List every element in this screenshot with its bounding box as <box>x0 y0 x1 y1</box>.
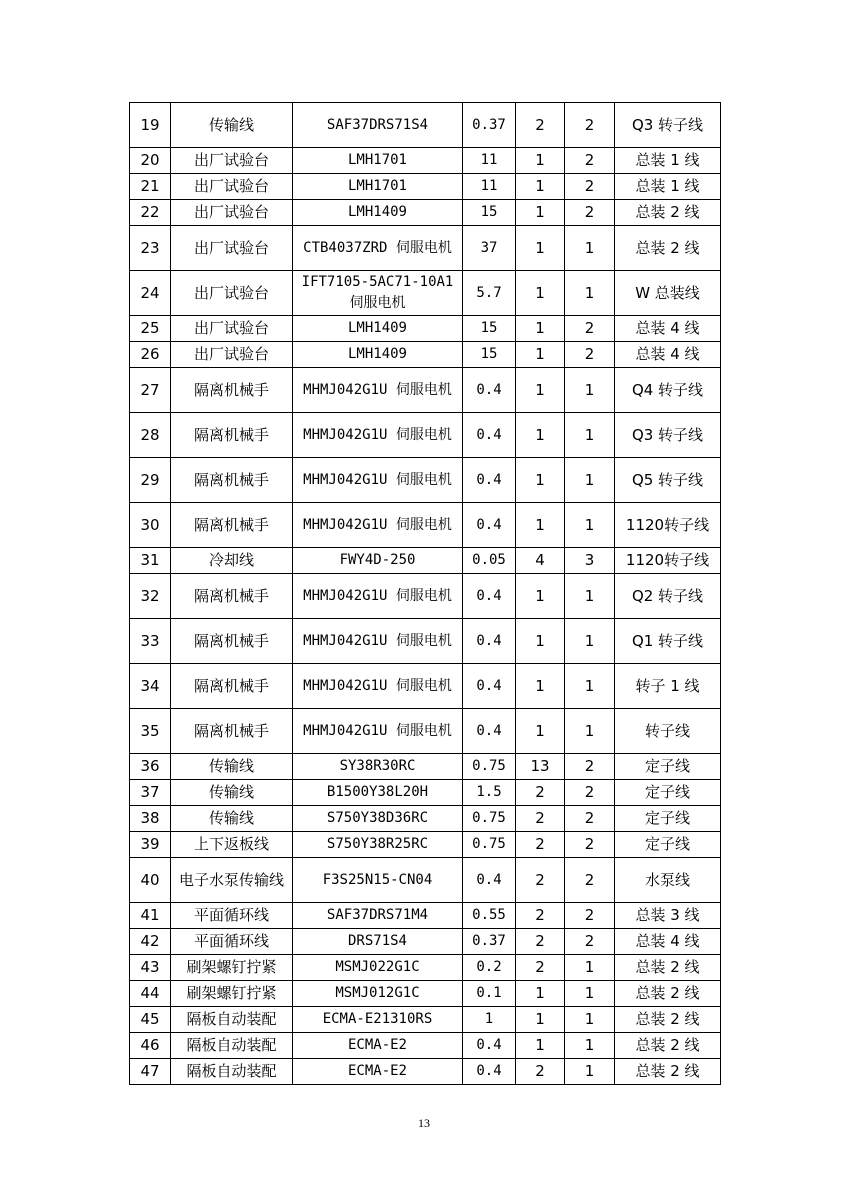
table-row <box>130 806 721 832</box>
cell-quantity: 2 <box>516 903 565 929</box>
cell-quantity: 4 <box>516 548 565 574</box>
cell-power: 11 <box>463 174 516 200</box>
cell-class: 1 <box>565 503 615 548</box>
cell-equipment-name: 出厂试验台 <box>171 226 293 271</box>
cell-index: 37 <box>130 780 171 806</box>
cell-power: 0.1 <box>463 981 516 1007</box>
table-row <box>130 619 721 664</box>
cell-equipment-name: 传输线 <box>171 780 293 806</box>
cell-power: 37 <box>463 226 516 271</box>
cell-quantity: 1 <box>516 503 565 548</box>
cell-model: MHMJ042G1U 伺服电机 <box>293 574 463 619</box>
table-row <box>130 1007 721 1033</box>
cell-location: 水泵线 <box>615 858 721 903</box>
cell-index: 30 <box>130 503 171 548</box>
cell-class: 1 <box>565 981 615 1007</box>
cell-location: 总装 2 线 <box>615 1059 721 1085</box>
cell-class: 2 <box>565 200 615 226</box>
cell-power: 0.4 <box>463 858 516 903</box>
cell-quantity: 1 <box>516 458 565 503</box>
cell-class: 1 <box>565 413 615 458</box>
table-row <box>130 226 721 271</box>
cell-class: 2 <box>565 316 615 342</box>
cell-model: LMH1409 <box>293 200 463 226</box>
cell-power: 0.4 <box>463 368 516 413</box>
table-body <box>130 103 721 1085</box>
cell-equipment-name: 平面循环线 <box>171 929 293 955</box>
cell-index: 29 <box>130 458 171 503</box>
cell-index: 38 <box>130 806 171 832</box>
cell-quantity: 2 <box>516 1059 565 1085</box>
cell-class: 2 <box>565 780 615 806</box>
table-row <box>130 368 721 413</box>
cell-model: MSMJ022G1C <box>293 955 463 981</box>
table-row <box>130 832 721 858</box>
cell-class: 2 <box>565 929 615 955</box>
cell-power: 1 <box>463 1007 516 1033</box>
table-row <box>130 955 721 981</box>
cell-index: 45 <box>130 1007 171 1033</box>
cell-model: ECMA-E2 <box>293 1059 463 1085</box>
cell-quantity: 1 <box>516 226 565 271</box>
cell-class: 1 <box>565 271 615 316</box>
table-row <box>130 1059 721 1085</box>
cell-location: 总装 2 线 <box>615 955 721 981</box>
table-row <box>130 200 721 226</box>
table-row <box>130 929 721 955</box>
cell-equipment-name: 电子水泵传输线 <box>171 858 293 903</box>
cell-model: MHMJ042G1U 伺服电机 <box>293 368 463 413</box>
cell-class: 2 <box>565 103 615 148</box>
cell-class: 2 <box>565 858 615 903</box>
cell-model: S750Y38R25RC <box>293 832 463 858</box>
cell-power: 0.4 <box>463 503 516 548</box>
cell-equipment-name: 出厂试验台 <box>171 271 293 316</box>
table-row <box>130 413 721 458</box>
cell-location: 定子线 <box>615 806 721 832</box>
cell-model: MHMJ042G1U 伺服电机 <box>293 458 463 503</box>
cell-index: 22 <box>130 200 171 226</box>
cell-quantity: 1 <box>516 148 565 174</box>
equipment-table <box>129 102 721 1085</box>
cell-equipment-name: 隔板自动装配 <box>171 1033 293 1059</box>
table-row <box>130 664 721 709</box>
cell-index: 31 <box>130 548 171 574</box>
cell-model: SAF37DRS71M4 <box>293 903 463 929</box>
cell-quantity: 2 <box>516 955 565 981</box>
cell-model: S750Y38D36RC <box>293 806 463 832</box>
table-row <box>130 548 721 574</box>
cell-equipment-name: 传输线 <box>171 806 293 832</box>
cell-power: 11 <box>463 148 516 174</box>
cell-model: LMH1409 <box>293 316 463 342</box>
cell-index: 32 <box>130 574 171 619</box>
cell-model: MHMJ042G1U 伺服电机 <box>293 664 463 709</box>
cell-location: 总装 2 线 <box>615 981 721 1007</box>
cell-power: 0.75 <box>463 806 516 832</box>
cell-index: 25 <box>130 316 171 342</box>
cell-class: 1 <box>565 368 615 413</box>
cell-quantity: 1 <box>516 619 565 664</box>
cell-class: 2 <box>565 832 615 858</box>
cell-location: Q3 转子线 <box>615 413 721 458</box>
cell-quantity: 2 <box>516 806 565 832</box>
cell-power: 0.4 <box>463 1059 516 1085</box>
cell-index: 27 <box>130 368 171 413</box>
cell-class: 1 <box>565 574 615 619</box>
cell-class: 1 <box>565 709 615 754</box>
cell-index: 34 <box>130 664 171 709</box>
cell-location: Q2 转子线 <box>615 574 721 619</box>
cell-power: 0.05 <box>463 548 516 574</box>
cell-index: 23 <box>130 226 171 271</box>
cell-equipment-name: 出厂试验台 <box>171 316 293 342</box>
cell-quantity: 2 <box>516 780 565 806</box>
cell-quantity: 2 <box>516 929 565 955</box>
cell-equipment-name: 隔离机械手 <box>171 368 293 413</box>
cell-location: Q3 转子线 <box>615 103 721 148</box>
table-row <box>130 458 721 503</box>
cell-model: LMH1701 <box>293 148 463 174</box>
cell-quantity: 1 <box>516 1007 565 1033</box>
cell-equipment-name: 隔离机械手 <box>171 503 293 548</box>
cell-equipment-name: 隔离机械手 <box>171 619 293 664</box>
table-row <box>130 316 721 342</box>
cell-quantity: 2 <box>516 858 565 903</box>
table-row <box>130 503 721 548</box>
cell-model: F3S25N15-CN04 <box>293 858 463 903</box>
cell-power: 0.4 <box>463 413 516 458</box>
cell-equipment-name: 出厂试验台 <box>171 200 293 226</box>
cell-location: 转子 1 线 <box>615 664 721 709</box>
cell-equipment-name: 出厂试验台 <box>171 174 293 200</box>
table-row <box>130 903 721 929</box>
cell-quantity: 1 <box>516 200 565 226</box>
cell-index: 43 <box>130 955 171 981</box>
cell-location: 总装 2 线 <box>615 1007 721 1033</box>
table-row <box>130 174 721 200</box>
cell-class: 1 <box>565 664 615 709</box>
cell-index: 26 <box>130 342 171 368</box>
cell-model: B1500Y38L20H <box>293 780 463 806</box>
cell-model: SAF37DRS71S4 <box>293 103 463 148</box>
cell-index: 20 <box>130 148 171 174</box>
cell-power: 0.4 <box>463 1033 516 1059</box>
cell-quantity: 13 <box>516 754 565 780</box>
cell-power: 15 <box>463 342 516 368</box>
cell-location: 总装 4 线 <box>615 929 721 955</box>
cell-location: 总装 4 线 <box>615 342 721 368</box>
cell-model: IFT7105-5AC71-10A1 伺服电机 <box>293 271 463 316</box>
cell-model: MHMJ042G1U 伺服电机 <box>293 413 463 458</box>
cell-model: FWY4D-250 <box>293 548 463 574</box>
cell-class: 1 <box>565 619 615 664</box>
cell-model: CTB4037ZRD 伺服电机 <box>293 226 463 271</box>
cell-class: 1 <box>565 1059 615 1085</box>
cell-location: 总装 4 线 <box>615 316 721 342</box>
cell-quantity: 1 <box>516 413 565 458</box>
cell-class: 1 <box>565 1007 615 1033</box>
cell-quantity: 1 <box>516 368 565 413</box>
cell-equipment-name: 隔离机械手 <box>171 664 293 709</box>
cell-quantity: 2 <box>516 103 565 148</box>
cell-location: W 总装线 <box>615 271 721 316</box>
cell-equipment-name: 隔离机械手 <box>171 574 293 619</box>
cell-quantity: 1 <box>516 342 565 368</box>
cell-class: 2 <box>565 148 615 174</box>
table-row <box>130 858 721 903</box>
cell-index: 47 <box>130 1059 171 1085</box>
cell-model: ECMA-E2 <box>293 1033 463 1059</box>
cell-quantity: 1 <box>516 981 565 1007</box>
cell-class: 3 <box>565 548 615 574</box>
cell-power: 0.75 <box>463 754 516 780</box>
cell-power: 0.4 <box>463 709 516 754</box>
cell-equipment-name: 冷却线 <box>171 548 293 574</box>
cell-location: 总装 1 线 <box>615 174 721 200</box>
cell-power: 1.5 <box>463 780 516 806</box>
cell-class: 1 <box>565 226 615 271</box>
cell-location: 定子线 <box>615 832 721 858</box>
cell-quantity: 1 <box>516 316 565 342</box>
cell-power: 0.4 <box>463 619 516 664</box>
cell-location: 总装 2 线 <box>615 200 721 226</box>
cell-power: 0.55 <box>463 903 516 929</box>
cell-quantity: 1 <box>516 574 565 619</box>
cell-index: 41 <box>130 903 171 929</box>
cell-location: 定子线 <box>615 780 721 806</box>
cell-quantity: 1 <box>516 709 565 754</box>
cell-location: 定子线 <box>615 754 721 780</box>
cell-class: 1 <box>565 955 615 981</box>
cell-equipment-name: 隔离机械手 <box>171 709 293 754</box>
cell-equipment-name: 刷架螺钉拧紧 <box>171 981 293 1007</box>
cell-equipment-name: 刷架螺钉拧紧 <box>171 955 293 981</box>
cell-class: 2 <box>565 806 615 832</box>
cell-model: MSMJ012G1C <box>293 981 463 1007</box>
table-row <box>130 271 721 316</box>
cell-class: 2 <box>565 754 615 780</box>
cell-class: 2 <box>565 174 615 200</box>
cell-quantity: 1 <box>516 174 565 200</box>
cell-power: 0.2 <box>463 955 516 981</box>
cell-location: 总装 1 线 <box>615 148 721 174</box>
cell-model: MHMJ042G1U 伺服电机 <box>293 709 463 754</box>
cell-index: 39 <box>130 832 171 858</box>
table-row <box>130 981 721 1007</box>
cell-index: 36 <box>130 754 171 780</box>
cell-location: 转子线 <box>615 709 721 754</box>
cell-quantity: 2 <box>516 832 565 858</box>
cell-power: 15 <box>463 200 516 226</box>
cell-equipment-name: 平面循环线 <box>171 903 293 929</box>
table-row <box>130 148 721 174</box>
cell-index: 28 <box>130 413 171 458</box>
cell-power: 15 <box>463 316 516 342</box>
cell-equipment-name: 隔板自动装配 <box>171 1059 293 1085</box>
table-row <box>130 709 721 754</box>
cell-class: 2 <box>565 903 615 929</box>
cell-location: Q5 转子线 <box>615 458 721 503</box>
cell-index: 44 <box>130 981 171 1007</box>
table-row <box>130 342 721 368</box>
cell-location: 总装 2 线 <box>615 226 721 271</box>
cell-quantity: 1 <box>516 664 565 709</box>
cell-quantity: 1 <box>516 271 565 316</box>
cell-class: 1 <box>565 1033 615 1059</box>
cell-index: 19 <box>130 103 171 148</box>
cell-index: 33 <box>130 619 171 664</box>
cell-location: 1120转子线 <box>615 503 721 548</box>
cell-model: MHMJ042G1U 伺服电机 <box>293 619 463 664</box>
cell-class: 2 <box>565 342 615 368</box>
cell-equipment-name: 出厂试验台 <box>171 342 293 368</box>
cell-equipment-name: 上下返板线 <box>171 832 293 858</box>
cell-class: 1 <box>565 458 615 503</box>
cell-location: Q1 转子线 <box>615 619 721 664</box>
cell-model: ECMA-E21310RS <box>293 1007 463 1033</box>
cell-model: SY38R30RC <box>293 754 463 780</box>
table-row <box>130 780 721 806</box>
cell-quantity: 1 <box>516 1033 565 1059</box>
cell-model: LMH1701 <box>293 174 463 200</box>
cell-location: 总装 3 线 <box>615 903 721 929</box>
table-row <box>130 103 721 148</box>
cell-location: 总装 2 线 <box>615 1033 721 1059</box>
cell-power: 0.37 <box>463 929 516 955</box>
cell-model: MHMJ042G1U 伺服电机 <box>293 503 463 548</box>
cell-model: DRS71S4 <box>293 929 463 955</box>
cell-power: 0.75 <box>463 832 516 858</box>
cell-equipment-name: 传输线 <box>171 754 293 780</box>
cell-power: 0.4 <box>463 664 516 709</box>
cell-power: 5.7 <box>463 271 516 316</box>
cell-power: 0.4 <box>463 458 516 503</box>
cell-index: 42 <box>130 929 171 955</box>
cell-equipment-name: 隔离机械手 <box>171 413 293 458</box>
cell-power: 0.4 <box>463 574 516 619</box>
cell-equipment-name: 出厂试验台 <box>171 148 293 174</box>
cell-index: 24 <box>130 271 171 316</box>
cell-location: 1120转子线 <box>615 548 721 574</box>
cell-equipment-name: 隔板自动装配 <box>171 1007 293 1033</box>
cell-index: 21 <box>130 174 171 200</box>
table-row <box>130 754 721 780</box>
page-number: 13 <box>418 1116 430 1130</box>
cell-index: 46 <box>130 1033 171 1059</box>
cell-equipment-name: 传输线 <box>171 103 293 148</box>
cell-power: 0.37 <box>463 103 516 148</box>
cell-equipment-name: 隔离机械手 <box>171 458 293 503</box>
cell-model: LMH1409 <box>293 342 463 368</box>
table-row <box>130 1033 721 1059</box>
table-row <box>130 574 721 619</box>
cell-location: Q4 转子线 <box>615 368 721 413</box>
cell-index: 35 <box>130 709 171 754</box>
cell-index: 40 <box>130 858 171 903</box>
